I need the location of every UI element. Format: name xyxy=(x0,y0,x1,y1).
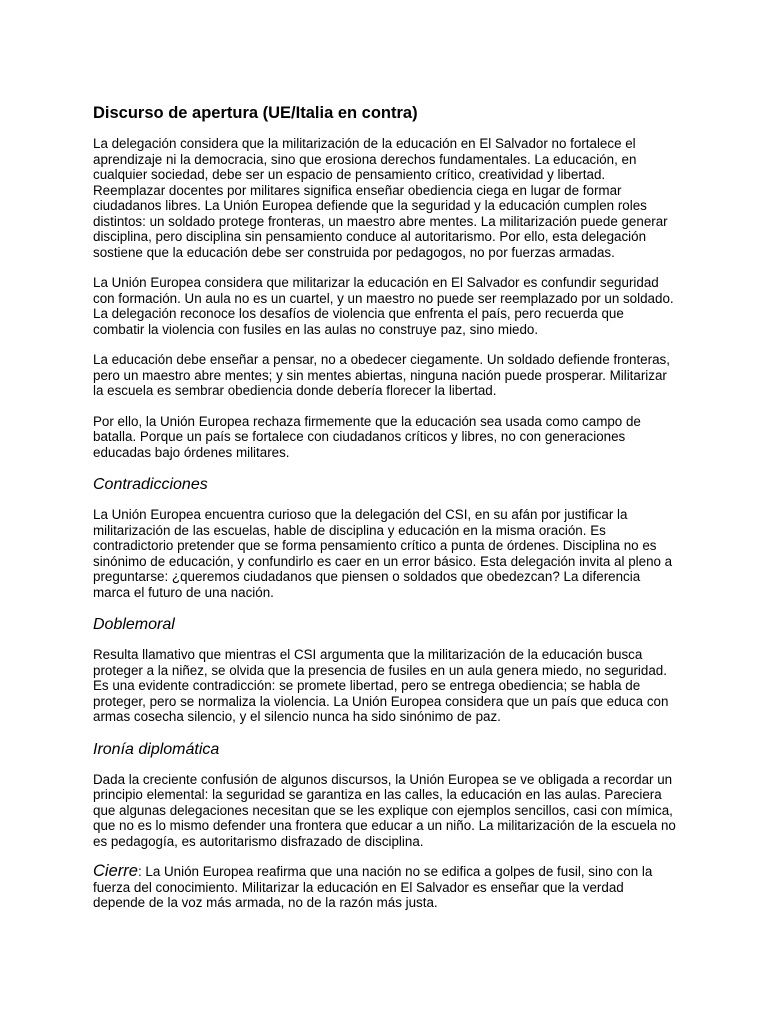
document-title: Discurso de apertura (UE/Italia en contra) xyxy=(93,104,418,122)
section-text-ironia-diplomatica: Dada la creciente confusión de algunos discursos, la Unión Europea se ve obligada a recordar un principio elemental: la seguridad se garantiza en las calles, la educación en las aulas. Pareciera que algunas delegaciones necesitan que se les explique con ejemplos sencillos, casi con mímica, que no es lo mismo defender una frontera que educar a un niño. La militarización de la escuela no es pedagogía, es autoritarismo disfrazado de disciplina. xyxy=(93,771,676,849)
closing-paragraph xyxy=(93,864,677,911)
closing-label: Cierre xyxy=(93,862,138,880)
opening-paragraph-1: La delegación considera que la militarización de la educación en El Salvador no fortalece el aprendizaje ni la democracia, sino que erosiona derechos fundamentales. La educación, en cualquier sociedad, debe ser un espacio de pensamiento crítico, creatividad y libertad. Reemplazar docentes por militares significa enseñar obediencia ciega en lugar de formar ciudadanos libres. La Unión Europea defiende que la seguridad y la educación cumplen roles distintos: un soldado protege fronteras, un maestro abre mentes. La militarización puede generar disciplina, pero disciplina sin pensamiento conduce al autoritarismo. Por ello, esta delegación sostiene que la educación debe ser construida por pedagogos, no por fuerzas armadas. xyxy=(93,136,668,260)
document-page xyxy=(93,103,677,911)
section-text-contradicciones: La Unión Europea encuentra curioso que la delegación del CSI, en su afán por justificar la militarización de las escuelas, hable de disciplina y educación en la misma oración. Es contradictorio pretender que se forma pensamiento crítico a punta de órdenes. Disciplina no es sinónimo de educación, y confundirlo es caer en un error básico. Esta delegación invita al pleno a preguntarse: ¿queremos ciudadanos que piensen o soldados que obedezcan? La diferencia marca el futuro de una nación. xyxy=(93,507,673,600)
section-heading-contradicciones: Contradicciones xyxy=(93,476,208,493)
opening-paragraph-2: La Unión Europea considera que militarizar la educación en El Salvador es confundir seguridad con formación. Un aula no es un cuartel, y un maestro no puede ser reemplazado por un soldado. La delegación reconoce los desafíos de violencia que enfrenta el país, pero recuerda que combatir la violencia con fusiles en las aulas no construye paz, sino miedo. xyxy=(93,275,674,337)
closing-text: : La Unión Europea reafirma que una nación no se edifica a golpes de fusil, sino con la fuerza del conocimiento. Militarizar la educación en El Salvador es enseñar que la verdad depende de la voz más armada, no de la razón más justa. xyxy=(93,864,653,910)
section-heading-doblemoral: Doblemoral xyxy=(93,616,175,633)
opening-paragraph-3: La educación debe enseñar a pensar, no a obedecer ciegamente. Un soldado defiende fronteras, pero un maestro abre mentes; y sin mentes abiertas, ninguna nación puede prosperar. Militarizar la escuela es sembrar obediencia donde debería florecer la libertad. xyxy=(93,352,670,398)
opening-paragraph-4: Por ello, la Unión Europea rechaza firmemente que la educación sea usada como campo de batalla. Porque un país se fortalece con ciudadanos críticos y libres, no con generaciones educadas bajo órdenes militares. xyxy=(93,413,641,460)
section-heading-ironia-diplomatica: Ironía diplomática xyxy=(93,740,220,758)
section-text-doblemoral: Resulta llamativo que mientras el CSI argumenta que la militarización de la educación busca proteger a la niñez, se olvida que la presencia de fusiles en un aula genera miedo, no seguridad. Es una evidente contradicción: se promete libertad, pero se entrega obediencia; se habla de proteger, pero se normaliza la violencia. La Unión Europea considera que un país que educa con armas cosecha silencio, y el silencio nunca ha sido sinónimo de paz. xyxy=(93,647,669,724)
